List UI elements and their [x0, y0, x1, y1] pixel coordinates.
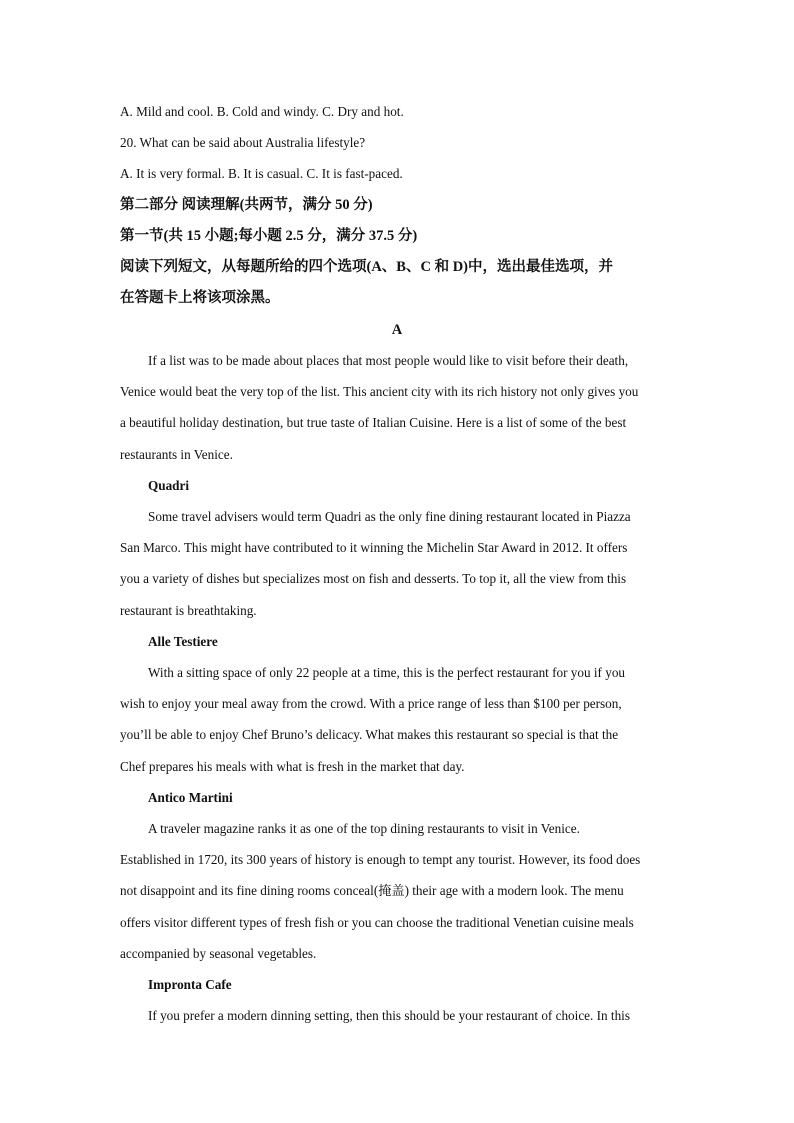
restaurant-text-line: accompanied by seasonal vegetables. — [120, 946, 317, 961]
restaurant-text-line: Some travel advisers would term Quadri as the only fine dining restaurant located in Piazza — [148, 509, 631, 524]
restaurant-text-line: wish to enjoy your meal away from the crowd. With a price range of less than $100 per person, — [120, 696, 622, 711]
restaurant-text-line: offers visitor different types of fresh fish or you can choose the traditional Venetian cuisine meals — [120, 915, 634, 930]
q20-question: 20. What can be said about Australia lifestyle? — [120, 135, 366, 150]
restaurant-text-line: A traveler magazine ranks it as one of the top dining restaurants to visit in Venice. — [148, 821, 580, 836]
restaurant-name-impronta-cafe: Impronta Cafe — [148, 977, 232, 992]
restaurant-name-quadri: Quadri — [148, 478, 190, 493]
intro-line: Venice would beat the very top of the list. This ancient city with its rich history not only gives you — [120, 384, 639, 399]
restaurant-text-line: restaurant is breathtaking. — [120, 603, 257, 618]
restaurant-text-line: If you prefer a modern dinning setting, then this should be your restaurant of choice. In this — [148, 1008, 630, 1023]
intro-line: If a list was to be made about places that most people would like to visit before their death, — [148, 353, 629, 368]
restaurant-name-alle-testiere: Alle Testiere — [148, 634, 218, 649]
part2-heading: 第二部分 阅读理解(共两节，满分 50 分) — [120, 197, 373, 213]
restaurant-text-line: Established in 1720, its 300 years of history is enough to tempt any tourist. However, its food does — [120, 852, 641, 867]
restaurant-name-antico-martini: Antico Martini — [148, 790, 233, 805]
section1-heading: 第一节(共 15 小题;每小题 2.5 分，满分 37.5 分) — [120, 228, 418, 244]
restaurant-text-line: you a variety of dishes but specializes most on fish and desserts. To top it, all the view from this — [120, 571, 627, 586]
instructions-line-1: 阅读下列短文，从每题所给的四个选项(A、B、C 和 D)中，选出最佳选项，并 — [120, 259, 613, 275]
restaurant-text-line: San Marco. This might have contributed to it winning the Michelin Star Award in 2012. It offers — [120, 540, 628, 555]
restaurant-text-line: Chef prepares his meals with what is fresh in the market that day. — [120, 759, 465, 774]
intro-line: restaurants in Venice. — [120, 447, 233, 462]
passage-label: A — [391, 322, 403, 338]
restaurant-text-line: not disappoint and its fine dining rooms conceal(掩盖) their age with a modern look. The menu — [120, 883, 624, 898]
intro-line: a beautiful holiday destination, but true taste of Italian Cuisine. Here is a list of some of the best — [120, 415, 627, 430]
q20-options: A. It is very formal. B. It is casual. C. It is fast-paced. — [120, 166, 403, 181]
instructions-line-2: 在答题卡上将该项涂黑。 — [120, 290, 280, 306]
q19-options: A. Mild and cool. B. Cold and windy. C. Dry and hot. — [120, 104, 404, 119]
restaurant-text-line: you’ll be able to enjoy Chef Bruno’s delicacy. What makes this restaurant so special is that the — [120, 727, 619, 742]
restaurant-text-line: With a sitting space of only 22 people at a time, this is the perfect restaurant for you if you — [148, 665, 626, 680]
